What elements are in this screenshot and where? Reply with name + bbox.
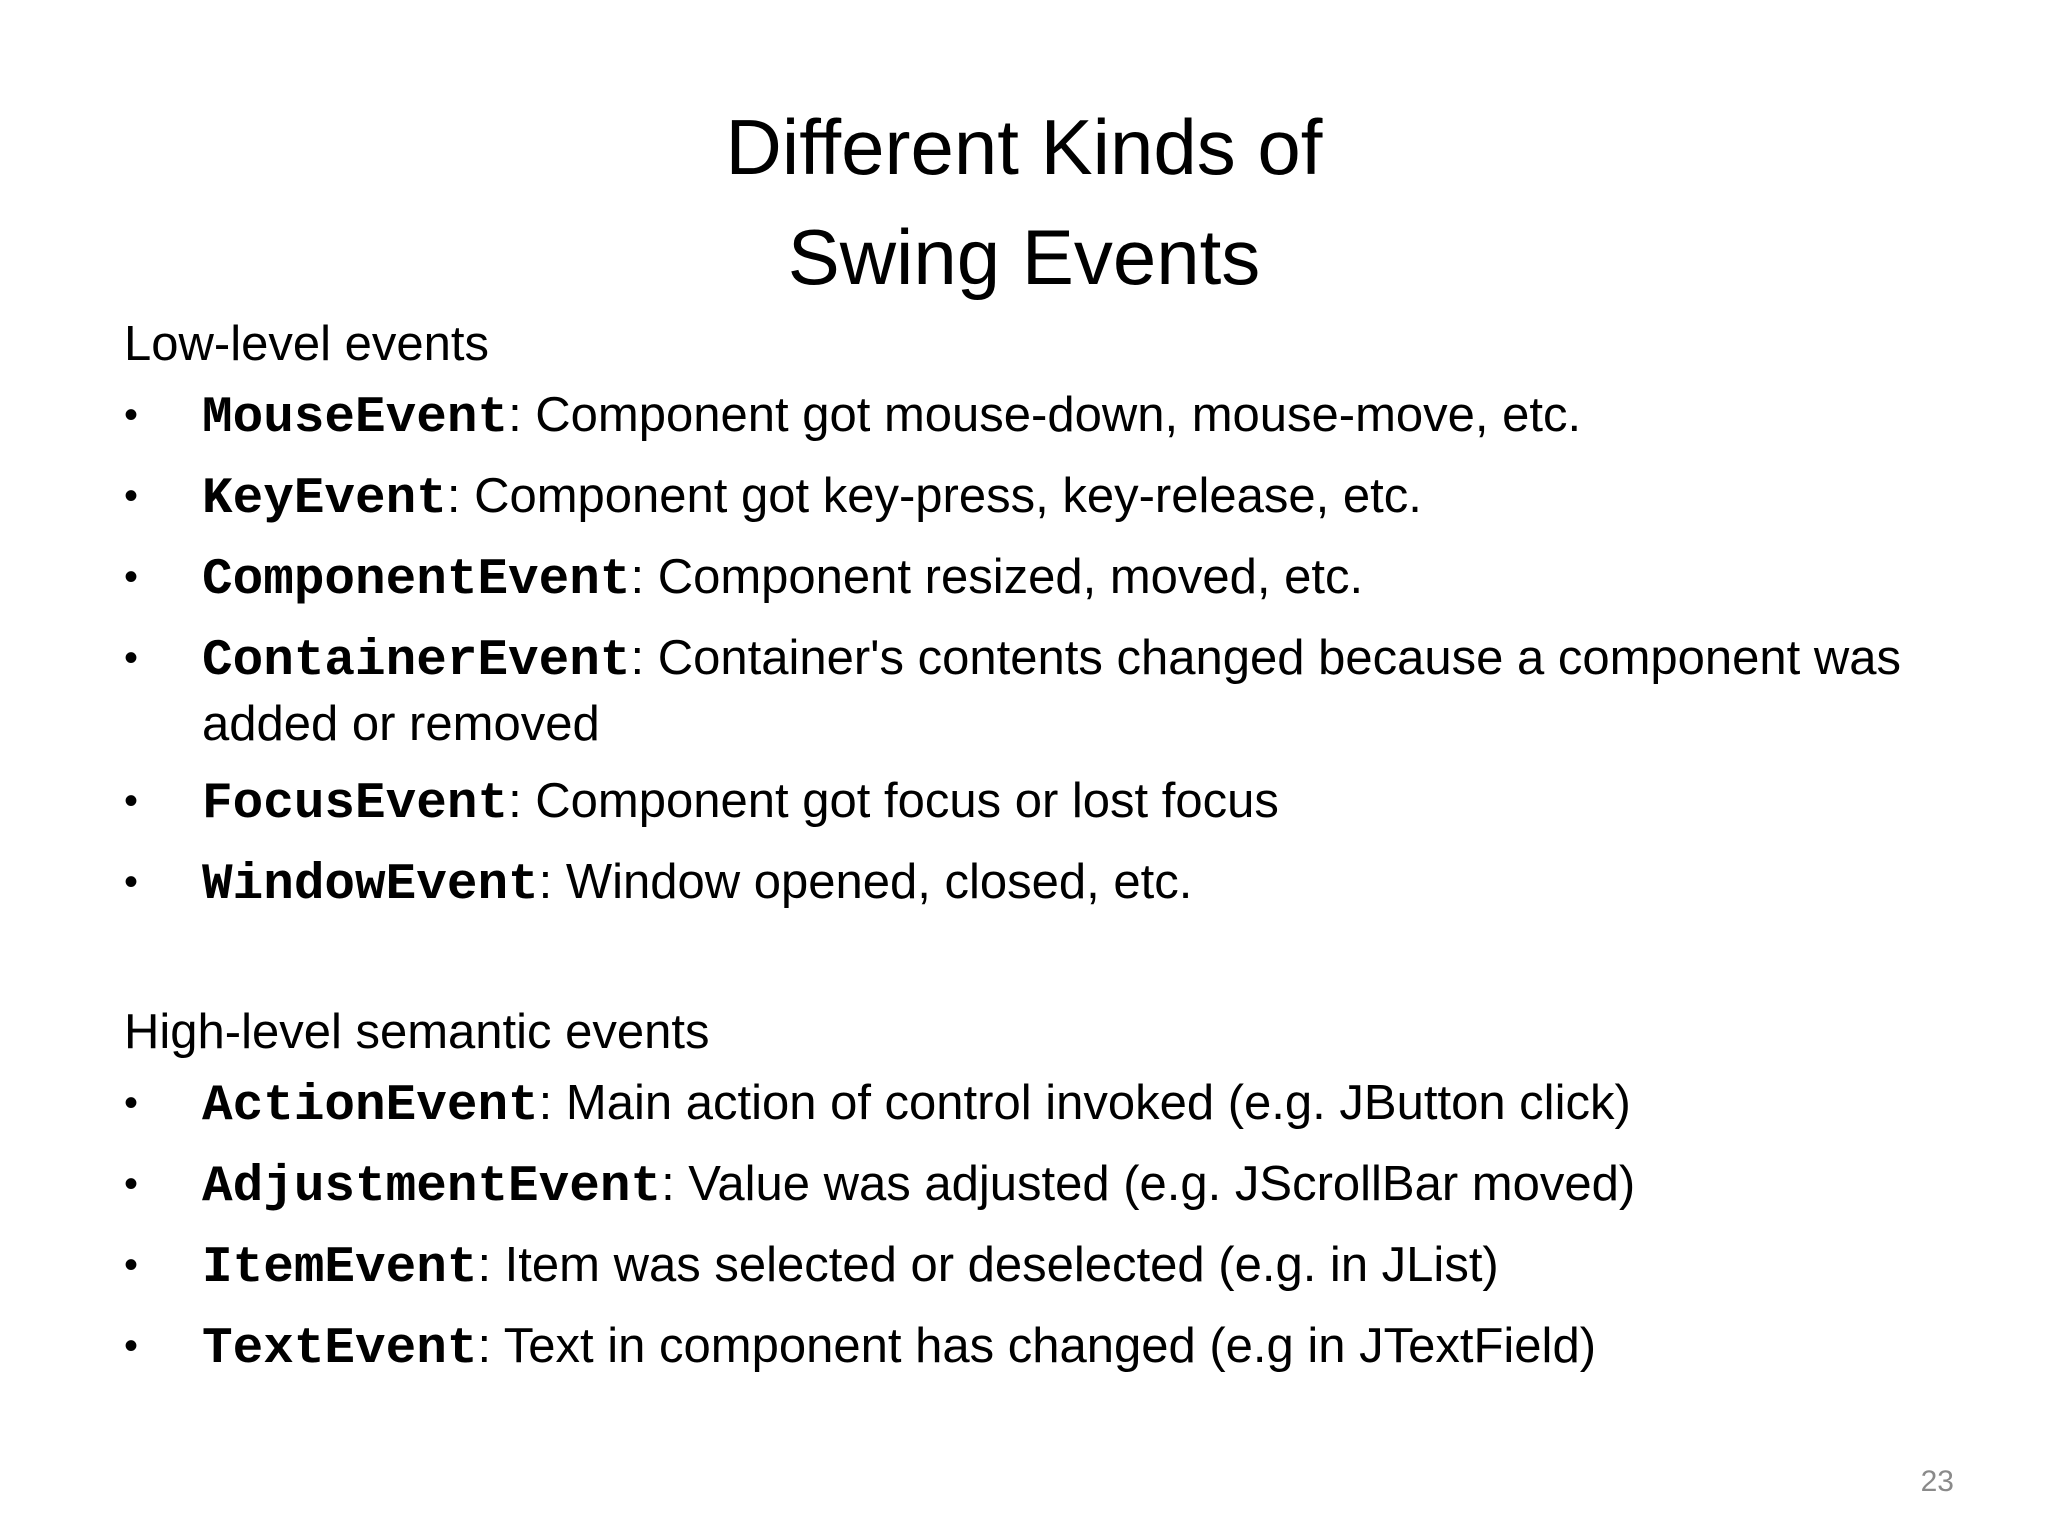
- page-number: 23: [1920, 1465, 1954, 1498]
- list-item: [124, 1234, 1964, 1300]
- event-description: : Component got focus or lost focus: [508, 774, 1279, 828]
- event-class-name: ActionEvent: [202, 1078, 539, 1135]
- bullet-icon: •: [124, 1162, 139, 1206]
- list-item: [124, 851, 1964, 917]
- event-description: : Window opened, closed, etc.: [538, 855, 1193, 909]
- bullet-icon: •: [124, 1081, 139, 1125]
- event-description: : Component got key-press, key-release, etc.: [446, 469, 1422, 523]
- high-level-heading: High-level semantic events: [124, 1005, 710, 1059]
- event-description: : Item was selected or deselected (e.g. in JList): [477, 1238, 1499, 1292]
- bullet-icon: •: [124, 636, 139, 680]
- high-level-event-list: [124, 1072, 1964, 1381]
- section-spacer: [124, 932, 1964, 998]
- event-description: : Main action of control invoked (e.g. JButton click): [538, 1076, 1631, 1130]
- event-class-name: ContainerEvent: [202, 633, 631, 690]
- list-item: [124, 546, 1964, 612]
- event-class-name: MouseEvent: [202, 390, 509, 447]
- event-description: : Text in component has changed (e.g in JTextField): [477, 1319, 1597, 1373]
- event-description: : Container's contents changed because a component was added or removed: [202, 631, 1902, 751]
- list-item: [124, 627, 1964, 755]
- list-item: [124, 770, 1964, 836]
- bullet-icon: •: [124, 393, 139, 437]
- slide-body: [124, 310, 1964, 1396]
- list-item: [124, 1072, 1964, 1138]
- slide-title: [0, 92, 2048, 312]
- list-item: [124, 465, 1964, 531]
- event-class-name: KeyEvent: [202, 471, 447, 528]
- list-item: [124, 1153, 1964, 1219]
- list-item: [124, 384, 1964, 450]
- slide-title-line-1: Different Kinds of: [725, 103, 1323, 191]
- list-item: [124, 1315, 1964, 1381]
- event-class-name: FocusEvent: [202, 776, 509, 833]
- bullet-icon: •: [124, 1243, 139, 1287]
- event-class-name: ItemEvent: [202, 1240, 478, 1297]
- bullet-icon: •: [124, 860, 139, 904]
- low-level-heading: Low-level events: [124, 317, 489, 371]
- event-class-name: ComponentEvent: [202, 552, 631, 609]
- event-class-name: WindowEvent: [202, 857, 539, 914]
- low-level-event-list: [124, 384, 1964, 917]
- event-description: : Value was adjusted (e.g. JScrollBar moved): [661, 1157, 1636, 1211]
- event-description: : Component resized, moved, etc.: [630, 550, 1364, 604]
- slide-title-line-2: Swing Events: [787, 213, 1261, 301]
- bullet-icon: •: [124, 555, 139, 599]
- event-class-name: TextEvent: [202, 1321, 478, 1378]
- bullet-icon: •: [124, 1324, 139, 1368]
- event-description: : Component got mouse-down, mouse-move, etc.: [508, 388, 1582, 442]
- bullet-icon: •: [124, 779, 139, 823]
- bullet-icon: •: [124, 474, 139, 518]
- event-class-name: AdjustmentEvent: [202, 1159, 662, 1216]
